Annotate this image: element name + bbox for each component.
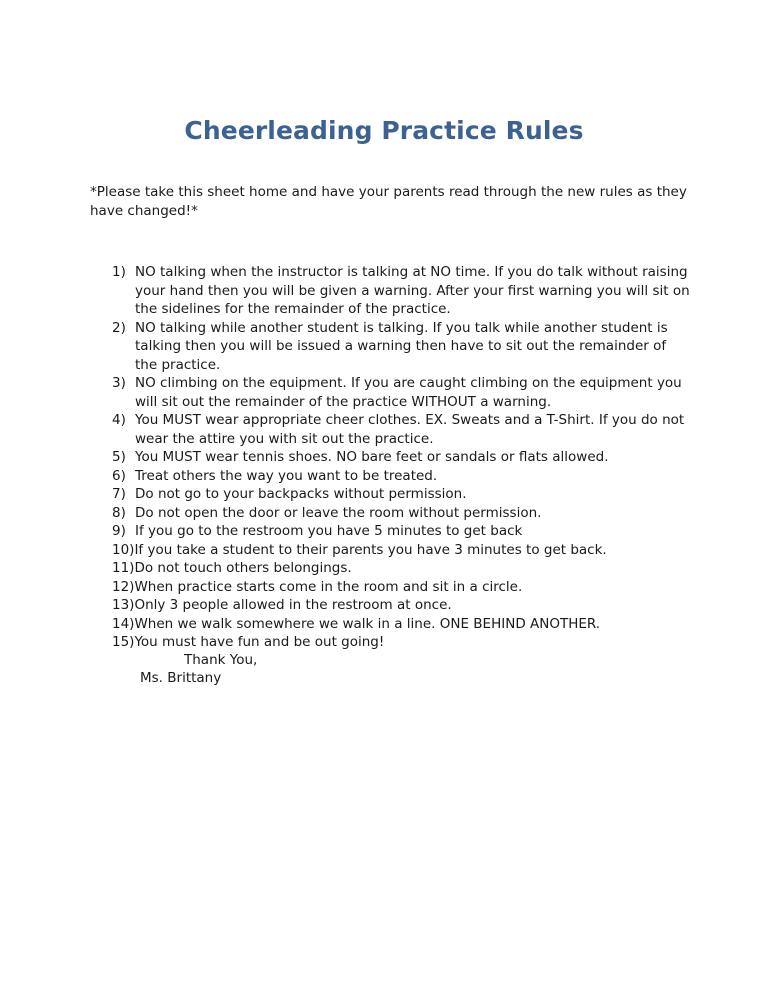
list-item xyxy=(112,374,692,411)
list-item xyxy=(112,615,692,634)
rule-number: 1) xyxy=(112,264,126,280)
rule-text: You must have fun and be out going! xyxy=(134,634,385,650)
rule-number: 7) xyxy=(112,486,126,502)
rule-text: When practice starts come in the room and sit in a circle. xyxy=(134,578,523,595)
rule-text: Do not open the door or leave the room without permission. xyxy=(135,504,542,521)
rule-number: 2) xyxy=(112,319,126,336)
rule-number: 4) xyxy=(112,412,126,428)
rule-number: 12) xyxy=(112,578,135,595)
rule-text: When we walk somewhere we walk in a line. ONE BEHIND ANOTHER. xyxy=(134,615,601,632)
rule-number: 6) xyxy=(112,467,126,484)
rule-text: Only 3 people allowed in the restroom at once. xyxy=(134,597,452,613)
rule-number: 8) xyxy=(112,504,126,521)
rule-text: NO climbing on the equipment. If you are caught climbing on the equipment you will sit out the remainder of the practice WITHOUT a warning. xyxy=(135,375,682,410)
list-item xyxy=(112,522,692,541)
list-item xyxy=(112,467,692,486)
rule-number: 5) xyxy=(112,449,126,465)
rule-text: You MUST wear appropriate cheer clothes. EX. Sweats and a T-Shirt. If you do not wear the attire you with sit out the practice. xyxy=(135,412,685,447)
rule-number: 11) xyxy=(112,560,135,576)
list-item xyxy=(112,541,692,560)
list-item xyxy=(112,578,692,597)
list-item xyxy=(112,485,692,504)
list-item xyxy=(112,319,692,375)
list-item xyxy=(112,263,692,319)
intro-text: *Please take this sheet home and have your parents read through the new rules as they have changed!* xyxy=(90,184,687,219)
list-item xyxy=(112,411,692,448)
rule-number: 14) xyxy=(112,615,135,632)
rule-number: 10) xyxy=(112,541,135,558)
signoff-text: Thank You, xyxy=(184,652,258,668)
rule-number: 13) xyxy=(112,597,135,613)
rule-text: Treat others the way you want to be treated. xyxy=(135,467,438,484)
rule-text: You MUST wear tennis shoes. NO bare feet or sandals or flats allowed. xyxy=(135,449,609,465)
rule-text: NO talking when the instructor is talking at NO time. If you do talk without raising your hand then you will be given a warning. After your first warning you will sit on the sidelines for the remainder of the practice. xyxy=(135,264,690,317)
rule-text: If you take a student to their parents you have 3 minutes to get back. xyxy=(134,541,607,558)
list-item xyxy=(112,633,692,652)
list-item xyxy=(112,559,692,578)
rule-number: 9) xyxy=(112,523,126,539)
rule-text: Do not touch others belongings. xyxy=(134,560,352,576)
rule-text: Do not go to your backpacks without permission. xyxy=(135,486,467,502)
rule-text: NO talking while another student is talking. If you talk while another student is talking then you will be issued a warning then have to sit out the remainder of the practice. xyxy=(135,319,668,373)
rule-number: 3) xyxy=(112,375,126,391)
rule-text: If you go to the restroom you have 5 minutes to get back xyxy=(135,523,523,539)
rule-number: 15) xyxy=(112,634,135,650)
list-item xyxy=(112,504,692,523)
list-item xyxy=(112,448,692,467)
list-item xyxy=(112,596,692,615)
page-title: Cheerleading Practice Rules xyxy=(184,116,584,145)
signature-name: Ms. Brittany xyxy=(140,670,222,686)
rules-list xyxy=(112,263,692,652)
